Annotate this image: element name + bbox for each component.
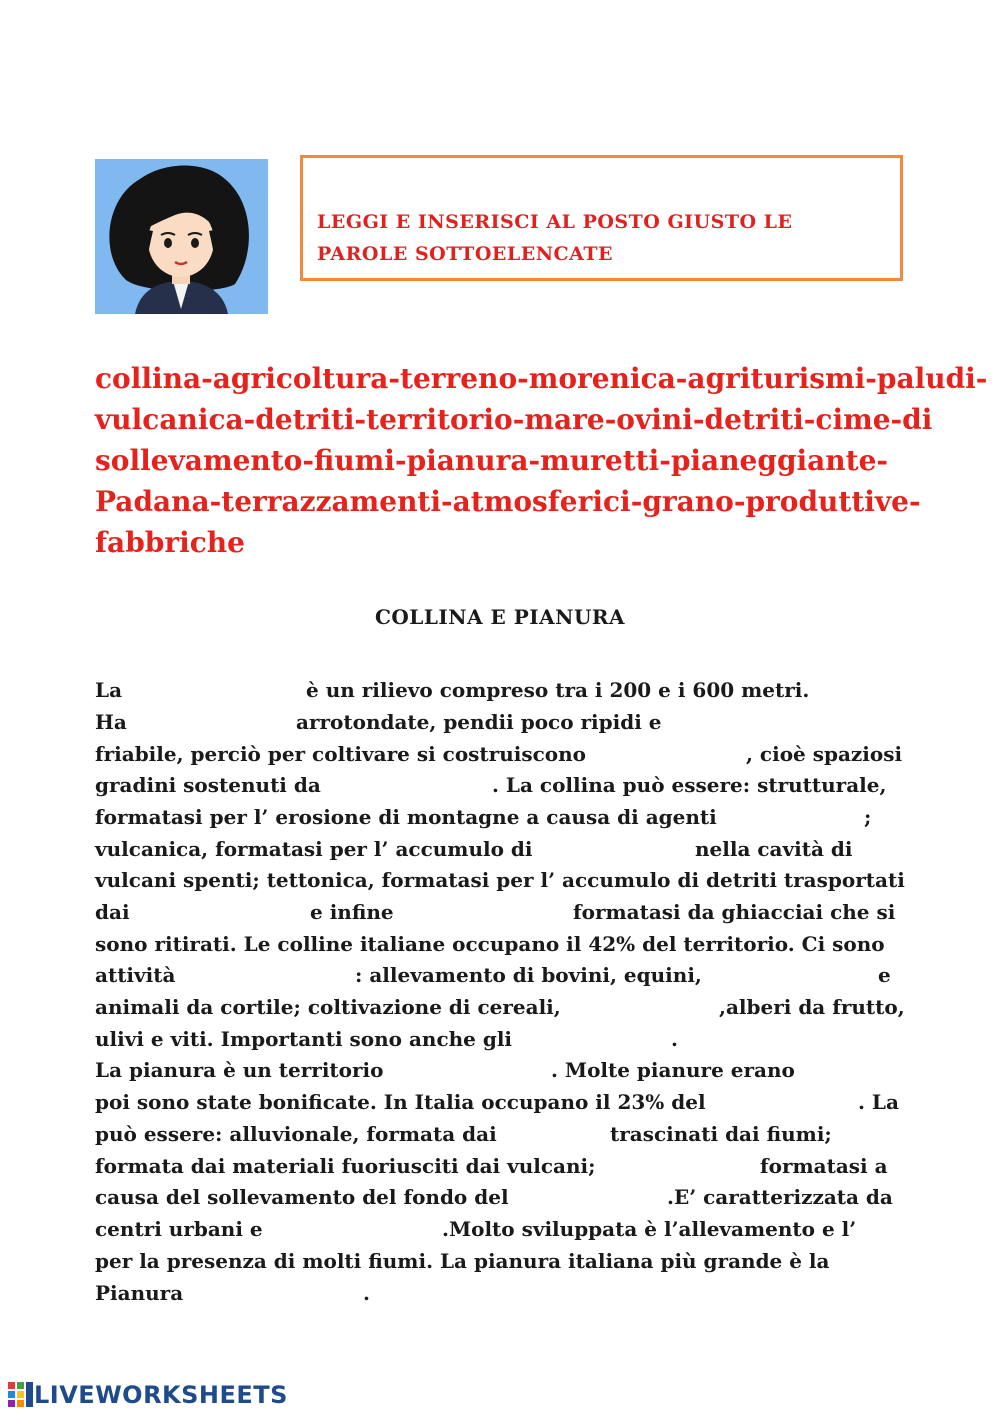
text-fragment: formata dai materiali fuoriusciti dai vulcani; — [95, 1154, 596, 1178]
text-fragment: vulcanica, formatasi per l’ accumulo di — [95, 837, 533, 861]
blank-field[interactable] — [695, 963, 865, 987]
text-fragment: ulivi e viti. Importanti sono anche gli — [95, 1027, 513, 1051]
blank-field[interactable] — [575, 742, 735, 766]
text-fragment: . La — [858, 1090, 899, 1114]
blank-field[interactable] — [130, 710, 285, 734]
blank-field[interactable] — [688, 1090, 853, 1114]
blank-field[interactable] — [660, 710, 890, 734]
text-fragment: ; — [864, 805, 872, 829]
text-fragment: friabile, perciò per coltivare si costruiscono — [95, 742, 586, 766]
text-fragment: sono ritirati. Le colline italiane occupano il 42% del territorio. Ci sono — [95, 932, 885, 956]
text-fragment: vulcani spenti; tettonica, formatasi per l’ accumulo di detriti trasportati — [95, 868, 905, 892]
word-bank-line: collina-agricoltura-terreno-morenica-agriturismi-paludi- — [95, 362, 988, 395]
logo-text: LIVEWORKSHEETS — [34, 1381, 288, 1409]
text-fragment: .Molto sviluppata è l’allevamento e l’ — [442, 1217, 857, 1241]
text-fragment: Pianura — [95, 1281, 184, 1305]
blank-field[interactable] — [380, 1058, 545, 1082]
text-fragment: centri urbani e — [95, 1217, 263, 1241]
text-fragment: animali da cortile; coltivazione di cereali, — [95, 995, 561, 1019]
blank-field[interactable] — [800, 1058, 900, 1082]
text-fragment: nella cavità di — [695, 837, 853, 861]
text-fragment: . Molte pianure erano — [551, 1058, 795, 1082]
girl-avatar-icon — [95, 159, 268, 314]
word-bank-line: fabbriche — [95, 526, 245, 559]
blank-field[interactable] — [318, 773, 483, 797]
text-fragment: trascinati dai fiumi; — [610, 1122, 832, 1146]
blank-field[interactable] — [545, 995, 710, 1019]
text-fragment: . — [671, 1027, 678, 1051]
instruction-box — [300, 155, 903, 281]
text-fragment: è un rilievo compreso tra i 200 e i 600 metri. — [306, 678, 810, 702]
word-bank-line: Padana-terrazzamenti-atmosferici-grano-produttive- — [95, 485, 921, 518]
text-fragment: formatasi per l’ erosione di montagne a causa di agenti — [95, 805, 717, 829]
blank-field[interactable] — [490, 1122, 600, 1146]
text-fragment: dai — [95, 900, 130, 924]
liveworksheets-logo[interactable] — [8, 1380, 288, 1410]
text-fragment: per la presenza di molti fiumi. La pianura italiana più grande è la — [95, 1249, 830, 1273]
text-fragment: attività — [95, 963, 176, 987]
blank-field[interactable] — [125, 678, 295, 702]
word-bank-line: sollevamento-fiumi-pianura-muretti-pianeggiante- — [95, 444, 889, 477]
text-fragment: , cioè spaziosi — [746, 742, 903, 766]
text-fragment: e infine — [310, 900, 394, 924]
word-bank — [95, 358, 988, 563]
liveworksheets-logo-icon — [8, 1382, 34, 1408]
blank-field[interactable] — [690, 805, 855, 829]
blank-field[interactable] — [495, 1185, 660, 1209]
text-fragment: : allevamento di bovini, equini, — [355, 963, 702, 987]
text-fragment: .E’ caratterizzata da — [667, 1185, 893, 1209]
text-fragment: può essere: alluvionale, formata dai — [95, 1122, 497, 1146]
text-fragment: La pianura è un territorio — [95, 1058, 384, 1082]
text-fragment: arrotondate, pendii poco ripidi e — [296, 710, 662, 734]
text-fragment: Ha — [95, 710, 127, 734]
blank-field[interactable] — [265, 1217, 435, 1241]
instruction-text: LEGGI E INSERISCI AL POSTO GIUSTO LE PAROLE SOTTOELENCATE — [317, 211, 793, 265]
section-title: COLLINA E PIANURA — [374, 605, 626, 629]
blank-field[interactable] — [520, 837, 685, 861]
blank-field[interactable] — [580, 1154, 750, 1178]
text-fragment: La — [95, 678, 123, 702]
text-fragment: causa del sollevamento del fondo del — [95, 1185, 509, 1209]
blank-field[interactable] — [135, 900, 300, 924]
blank-field[interactable] — [400, 900, 565, 924]
blank-field[interactable] — [495, 1027, 665, 1051]
text-fragment: . La collina può essere: strutturale, — [492, 773, 887, 797]
text-fragment: formatasi da ghiacciai che si — [573, 900, 896, 924]
blank-field[interactable] — [180, 963, 350, 987]
text-fragment: poi sono state bonificate. In Italia occupano il 23% del — [95, 1090, 706, 1114]
text-fragment: . — [363, 1281, 370, 1305]
text-fragment: gradini sostenuti da — [95, 773, 321, 797]
text-fragment: ,alberi da frutto, — [719, 995, 905, 1019]
text-fragment: formatasi a — [760, 1154, 888, 1178]
text-fragment: e — [878, 963, 891, 987]
avatar-image — [95, 159, 268, 314]
blank-field[interactable] — [190, 1281, 355, 1305]
word-bank-line: vulcanica-detriti-territorio-mare-ovini-detriti-cime-di — [95, 403, 933, 436]
